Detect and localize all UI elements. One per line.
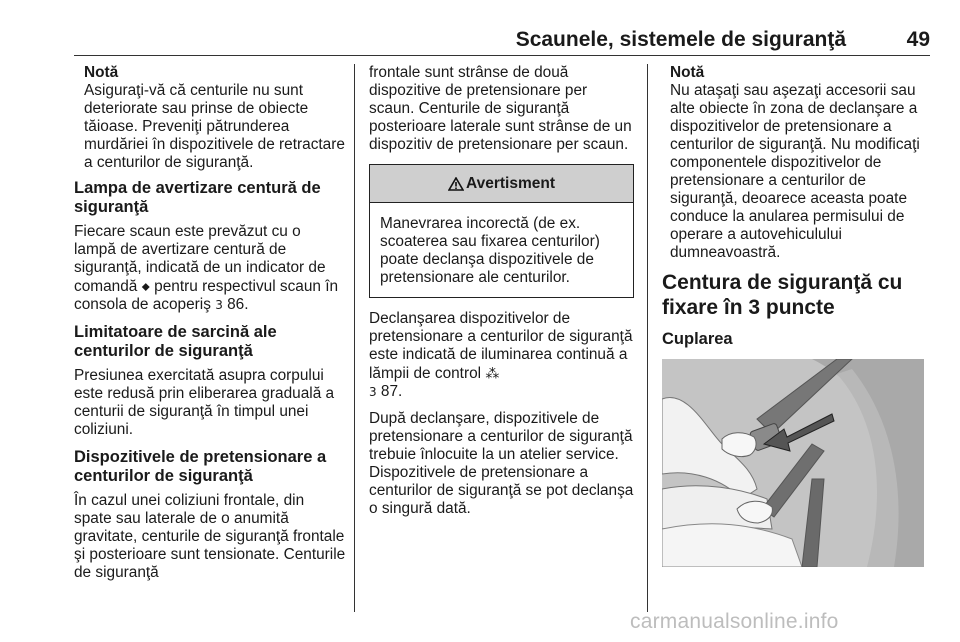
airbag-control-lamp-icon: ⁂ xyxy=(485,365,500,381)
text-segment: Declanşarea dispozitivelor de pretensionare a centurilor de siguranţă este indicată de iluminarea continuă a lămpii de control xyxy=(369,310,633,382)
warning-title: Avertisment xyxy=(465,174,555,192)
warning-header xyxy=(370,165,633,203)
paragraph-warning-lamp xyxy=(74,223,346,314)
warning-box xyxy=(369,164,634,298)
section-heading-pretensioners: Dispozitivele de pretensionare a centurilor de siguranţă xyxy=(74,448,327,485)
page-reference-arrow-icon: 3 xyxy=(215,298,223,312)
page-number: 49 xyxy=(906,28,930,51)
page-reference-link[interactable]: 87. xyxy=(380,383,403,400)
paragraph-after-deployment: După declanşare, dispozitivele de pretensionare a centurilor de siguranţă trebuie înlocuite la un atelier service. Dispozitivele de pretensionare a centurilor de siguranţă se pot declanşa o singură dată. xyxy=(369,410,634,517)
paragraph-pretensioners-cont: frontale sunt strânse de două dispozitive de pretensionare per scaun. Centurile de siguranţă posterioare laterale sunt strânse de un dispozitiv de pretensionare per scaun. xyxy=(369,64,632,153)
text-segment: pentru respectivul scaun în consola de acoperiş xyxy=(74,278,339,313)
header-title: Scaunele, sistemele de siguranţă xyxy=(515,28,846,51)
note-title: Notă xyxy=(670,64,705,81)
note-title: Notă xyxy=(84,64,119,81)
subheading-fastening: Cuplarea xyxy=(662,330,733,348)
paragraph-deployment xyxy=(369,310,634,401)
watermark: carmanualsonline.info xyxy=(630,610,839,633)
note-box xyxy=(662,64,932,262)
column-divider-2 xyxy=(647,64,648,612)
paragraph-load-limiters: Presiunea exercitată asupra corpului este redusă prin eliberarea graduală a centurii de siguranţă în timpul unei coliziuni. xyxy=(74,367,335,438)
column-3 xyxy=(662,64,932,357)
column-2 xyxy=(369,64,634,527)
warning-text: Manevrarea incorectă (de ex. scoaterea sau fixarea centurilor) poate declanşa dispozitivele de pretensionare ale centurilor. xyxy=(380,215,600,286)
page-reference-arrow-icon: 3 xyxy=(369,385,377,399)
warning-triangle-icon xyxy=(448,177,464,191)
section-heading-load-limiters: Limitatoare de sarcină ale centurilor de siguranţă xyxy=(74,323,277,360)
section-heading-warning-lamp: Lampa de avertizare centură de siguranţă xyxy=(74,179,321,216)
column-1 xyxy=(74,64,346,591)
section-heading-3-point-belt: Centura de siguranţă cu fixare în 3 puncte xyxy=(662,271,903,319)
page-header xyxy=(74,28,930,58)
note-text: Nu ataşaţi sau aşezaţi accesorii sau alte obiecte în zona de declanşare a dispozitivelor de pretensionare a centurilor de siguranţă. Nu modificaţi componentele dispozitivelor de pretensionare a centurilor de siguranţă, deoarece aceasta poate conduce la anularea permisului de operare a autovehiculului dumneavoastră. xyxy=(670,82,920,261)
seatbelt-indicator-icon: 🞙 xyxy=(141,278,150,294)
note-box xyxy=(74,64,346,172)
header-rule xyxy=(74,55,930,56)
note-text: Asiguraţi-vă că centurile nu sunt deteriorate sau prinse de obiecte tăioase. Preveniţi pătrunderea murdăriei în dispozitivele de retractare a centurilor de siguranţă. xyxy=(84,82,345,171)
column-divider-1 xyxy=(354,64,355,612)
paragraph-pretensioners: În cazul unei coliziuni frontale, din spate sau laterale de o anumită gravitate, centurile de siguranţă frontale şi posterioare sunt tensionate. Centurile de siguranţă xyxy=(74,492,346,581)
text-segment: Fiecare scaun este prevăzut cu o lampă de avertizare centură de siguranţă, indicată de un indicator de comandă xyxy=(74,223,326,295)
page-reference-link[interactable]: 86. xyxy=(227,296,249,313)
seatbelt-fastening-illustration xyxy=(662,359,924,567)
